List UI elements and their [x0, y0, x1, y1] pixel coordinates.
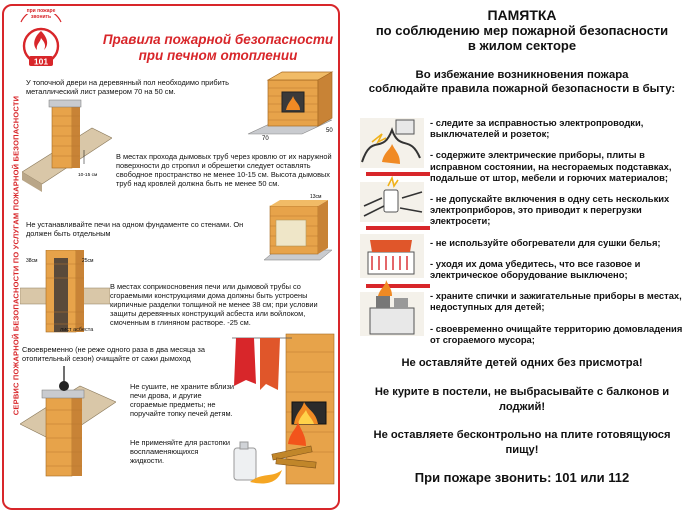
side-vertical-text: [6, 26, 20, 496]
fire-emergency-badge: [16, 14, 66, 74]
memo-rule-item: - храните спички и зажигательные приборы в местах, недоступных для детей;: [430, 290, 682, 313]
rule-separate-foundation: Не устанавливайте печи на одном фундаменте со стенами. Он должен быть отдельным: [26, 220, 244, 238]
rule-chimney-roof: В местах прохода дымовых труб через кровлю от их наружной поверхности до стропил и обрешетки следует оставлять свободное пространство не менее 10-15 см. Высота дымовых труб над кровлей должна быть не менее 50 см.: [116, 152, 332, 188]
kitchen-stove-icon: [360, 280, 424, 336]
memo-rule-item: - не используйте обогреватели для сушки белья;: [430, 236, 661, 248]
rule-clean-chimney: Своевременно (не реже одного раза в два месяца за отопительный сезон) очищайте от сажи дымоход: [22, 345, 205, 363]
memo-illustrations-column: [352, 112, 430, 338]
chimney-roof-illustration: [22, 92, 112, 200]
side-text-label: СЕРВИС ПОЖАРНОЙ БЕЗОПАСНОСТИ ПО УСЛУГАМ ПОЖАРНОЙ БЕЗОПАСНОСТИ: [11, 95, 21, 416]
memo-rule-item: - своевременно очищайте территорию домовладения от сгораемого мусора;: [430, 322, 683, 345]
stove-floor-sheet-illustration: [242, 70, 338, 142]
warning-smoking-line2: лоджий!: [498, 401, 546, 413]
svg-text:25см: 25см: [82, 258, 94, 264]
memo-heading: [346, 8, 698, 53]
memo-subtitle-1: по соблюдению мер пожарной безопасности: [375, 23, 669, 38]
chimney-cleaning-illustration: [20, 366, 116, 486]
poster-title: [98, 32, 338, 64]
warning-smoking-line1: Не курите в постели, не выбрасывайте с балконов и: [374, 386, 670, 398]
warning-children: Не оставляйте детей одних без присмотра!: [401, 357, 643, 369]
memo-rule-item: - следите за исправностью электропроводки, выключателей и розеток;: [430, 117, 644, 140]
memo-intro-line2: соблюдайте правила пожарной безопасности в быту:: [368, 83, 676, 95]
socket-overload-icon: [360, 178, 424, 222]
rule-no-firewood: Не сушите, не храните вблизи печи дрова, и другие сгораемые предметы; не поручайте топку печей детям.: [130, 382, 235, 418]
emergency-numbers: При пожаре звонить: 101 или 112: [414, 470, 630, 485]
stove-fire-hazard-illustration: [232, 332, 336, 492]
fuel-canister-icon: [234, 448, 256, 480]
chimney-section-illustration: [20, 250, 110, 336]
badge-number: 101: [33, 56, 49, 67]
stove-foundation-illustration: [260, 190, 336, 272]
fire-safety-memo: [346, 0, 698, 516]
rule-no-flammable-liquids: Не применяйте для растопки воспламеняющихся жидкости.: [130, 438, 230, 465]
poster-title-line1: Правила пожарной безопасности: [102, 32, 334, 47]
warning-cooking-line1: Не оставляете бесконтрольно на плите готовящуюся: [373, 429, 671, 441]
memo-subtitle-2: в жилом секторе: [467, 38, 577, 53]
memo-intro-line1: Во избежание возникновения пожара: [415, 69, 629, 81]
warning-cooking-line2: пищу!: [505, 444, 539, 456]
svg-text:38см: 38см: [26, 258, 38, 264]
asbestos-caption: лист асбеста: [60, 327, 94, 333]
memo-rule-item: - не допускайте включения в одну сеть нескольких электроприборов, это приводит к перегрузки электросети;: [430, 193, 670, 227]
rule-brick-cutting: В местах соприкосновения печи или дымовой трубы со сгораемыми конструкциями дома должны быть устроены кирпичные разделки толщиной не менее 38 см; при условии защиты деревянных конструкций асбеста или войлоком, смоченным в глиняном растворе. -25 см.: [110, 282, 318, 327]
drying-towel-icon: [234, 338, 256, 386]
warning-cooking: [346, 428, 698, 458]
warning-smoking: [346, 385, 698, 415]
poster-title-line2: при печном отоплении: [138, 48, 298, 63]
electrical-hazard-icon: [360, 118, 424, 168]
memo-rule-item: - содержите электрические приборы, плиты в исправном состоянии, на несгораемых подставках, подальше от штор, мебели и горючих материалов;: [430, 149, 672, 183]
memo-intro: [346, 68, 698, 96]
heater-drying-icon: [360, 234, 424, 278]
memo-title: ПАМЯТКА: [487, 7, 557, 23]
badge-caption: при пожаре звонить: [26, 8, 56, 20]
svg-text:50: 50: [326, 128, 333, 134]
memo-rule-item: - уходя их дома убедитесь, что все газовое и электрическое оборудование выключено;: [430, 257, 641, 281]
rule-metal-sheet: У топочной двери на деревянный пол необходимо прибить металлический лист размером 70 на 50 см.: [26, 78, 229, 96]
svg-text:70: 70: [262, 136, 269, 142]
memo-rules-list: [430, 117, 692, 355]
fire-safety-stove-poster: [2, 4, 340, 510]
svg-text:13см: 13см: [310, 194, 322, 200]
svg-text:10-15 см: 10-15 см: [78, 173, 98, 178]
